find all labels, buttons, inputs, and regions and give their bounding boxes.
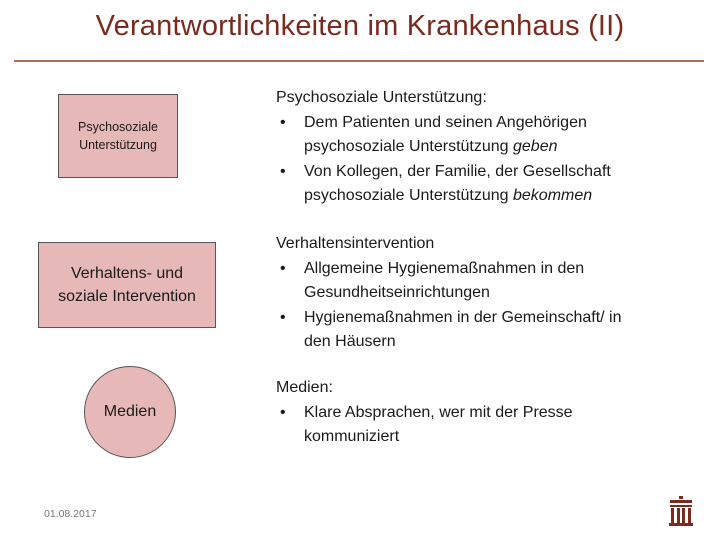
bullet-text: psychosoziale Unterstützung bbox=[304, 187, 513, 204]
bullet-text: psychosoziale Unterstützung bbox=[304, 138, 513, 155]
bullet-line: Dem Patienten und seinen Angehörigen bbox=[304, 113, 587, 131]
title-divider bbox=[14, 60, 704, 62]
bullet-line: kommuniziert bbox=[304, 428, 400, 445]
media-circle bbox=[84, 366, 176, 458]
bullet-item bbox=[276, 306, 696, 355]
institution-logo-icon bbox=[668, 496, 694, 526]
bullet-item bbox=[276, 160, 696, 209]
slide-title: Verantwortlichkeiten im Krankenhaus (II) bbox=[95, 10, 625, 42]
bullet-line: Hygienemaßnahmen in der Gemeinschaft/ in bbox=[304, 308, 622, 326]
bullet-dot: • bbox=[280, 113, 286, 131]
psychosocial-support-box bbox=[58, 94, 178, 178]
bullet-line: Gesundheitseinrichtungen bbox=[304, 284, 490, 301]
bullet-dot: • bbox=[280, 259, 286, 277]
bullet-line: den Häusern bbox=[304, 333, 396, 350]
bullet-line bbox=[304, 135, 696, 160]
bullet-line: Allgemeine Hygienemaßnahmen in den bbox=[304, 259, 585, 277]
section-heading: Verhaltensintervention bbox=[276, 235, 435, 252]
slide-date: 01.08.2017 bbox=[44, 508, 97, 520]
bullet-dot: • bbox=[280, 308, 286, 326]
behavioral-intervention-box bbox=[38, 242, 216, 328]
bullet-emphasis: bekommen bbox=[513, 187, 593, 204]
bullet-emphasis: geben bbox=[513, 138, 558, 155]
bullet-line bbox=[304, 184, 696, 209]
psychosocial-section bbox=[276, 86, 696, 209]
bullet-dot: • bbox=[280, 162, 286, 180]
section-heading: Psychosoziale Unterstützung: bbox=[276, 89, 487, 106]
intervention-section bbox=[276, 232, 696, 355]
media-circle-label: Medien bbox=[103, 403, 157, 420]
section-heading: Medien: bbox=[276, 379, 333, 396]
bullet-line: Von Kollegen, der Familie, der Gesellschaft bbox=[304, 162, 611, 180]
box1-label-line1: Psychosoziale bbox=[78, 119, 158, 134]
box1-label-line2: Unterstützung bbox=[79, 138, 157, 152]
bullet-line: Klare Absprachen, wer mit der Presse bbox=[304, 403, 573, 421]
box2-label-line1: Verhaltens- und bbox=[70, 264, 184, 282]
bullet-item bbox=[276, 257, 696, 306]
box2-label-line2: soziale Intervention bbox=[58, 288, 196, 305]
bullet-item bbox=[276, 401, 696, 450]
bullet-item bbox=[276, 111, 696, 160]
media-section bbox=[276, 376, 696, 450]
bullet-dot: • bbox=[280, 403, 286, 421]
